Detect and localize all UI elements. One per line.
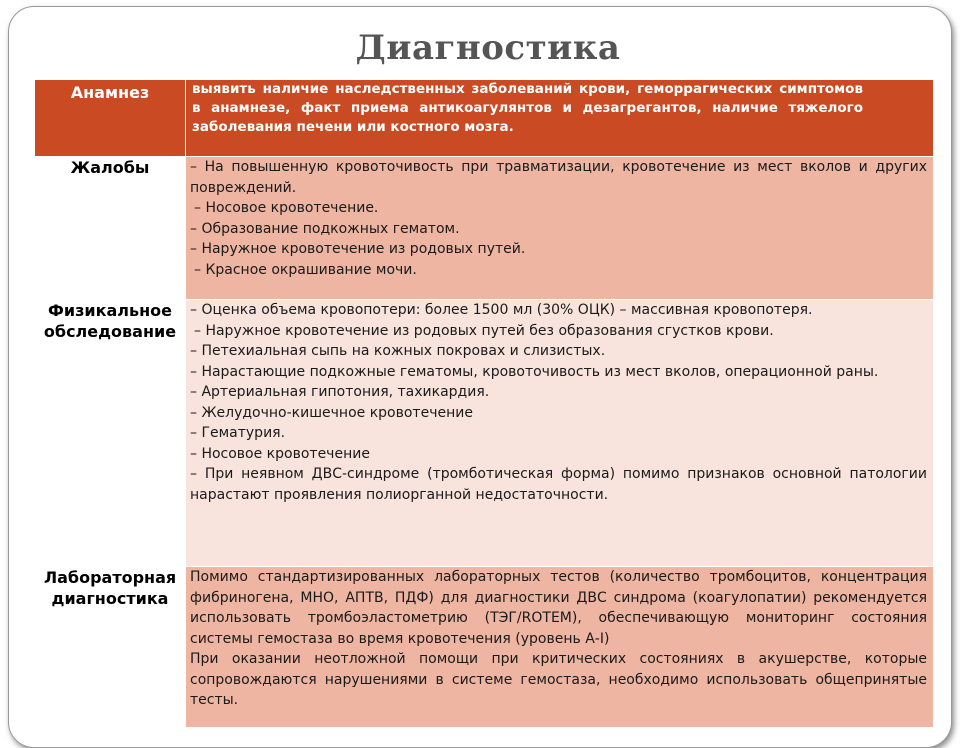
diagnostics-table — [34, 79, 934, 728]
list-item: – При неявном ДВС-синдроме (тромботическая форма) помимо признаков основной патологии нарастают проявления полиорганной недостаточности. — [190, 466, 927, 503]
table-row-anamnez — [35, 80, 934, 157]
row-header-fizikalnoe: Физикальное обследование — [35, 300, 186, 567]
list-item: – Образование подкожных гематом. — [190, 220, 460, 237]
row-content-fizikalnoe — [186, 300, 934, 567]
list-item: – Гематурия. — [190, 425, 286, 441]
table-row-zhaloby — [35, 157, 934, 300]
list-item: Помимо стандартизированных лабораторных тестов (количество тромбоцитов, концентрация фибриногена, МНО, АПТВ, ПДФ) для диагностики ДВС синдрома (коагулопатии) рекомендуется использовать тромбоэластометрию (ТЭГ/ROTEM), обеспечивающую мониторинг состояния системы гемостаза во время кровотечения (уровень А-I) — [190, 569, 927, 647]
list-item: – Носовое кровотечение. — [194, 200, 379, 216]
list-item: – Артериальная гипотония, тахикардия. — [190, 384, 490, 400]
row-content-laboratornaya — [186, 567, 934, 728]
list-item: – Оценка объема кровопотери: более 1500 мл (30% ОЦК) – массивная кровопотеря. — [190, 302, 813, 318]
list-item: – На повышенную кровоточивость при травматизации, кровотечение из мест вколов и других повреждений. — [190, 159, 927, 196]
row-content-anamnez — [186, 80, 934, 157]
list-item: – Наружное кровотечение из родовых путей. — [190, 241, 526, 257]
anamnez-text: выявить наличие наследственных заболеваний крови, геморрагических симптомов в анамнезе, факт приема антикоагулянтов и дезагрегантов, наличие тяжелого заболевания печени или костного мозга. — [192, 81, 863, 135]
row-header-zhaloby: Жалобы — [35, 157, 186, 300]
row-header-laboratornaya: Лабораторная диагностика — [35, 567, 186, 728]
row-header-anamnez: Анамнез — [35, 80, 186, 157]
row-content-zhaloby — [186, 157, 934, 300]
list-item: – Наружное кровотечение из родовых путей без образования сгустков крови. — [194, 322, 774, 339]
slide-title: Диагностика — [355, 28, 621, 68]
list-item: При оказании неотложной помощи при критических состояниях в акушерстве, которые сопровождаются нарушениями в системе гемостаза, необходимо использовать общепринятые тесты. — [190, 651, 927, 708]
list-item: – Нарастающие подкожные гематомы, кровоточивость из мест вколов, операционной раны. — [190, 363, 879, 380]
list-item: – Желудочно-кишечное кровотечение — [190, 404, 473, 421]
table-row-laboratornaya — [35, 567, 934, 728]
list-item: – Петехиальная сыпь на кожных покровах и слизистых. — [190, 343, 606, 359]
list-item: – Красное окрашивание мочи. — [194, 261, 417, 278]
table-row-fizikalnoe — [35, 300, 934, 567]
list-item: – Носовое кровотечение — [190, 445, 370, 462]
